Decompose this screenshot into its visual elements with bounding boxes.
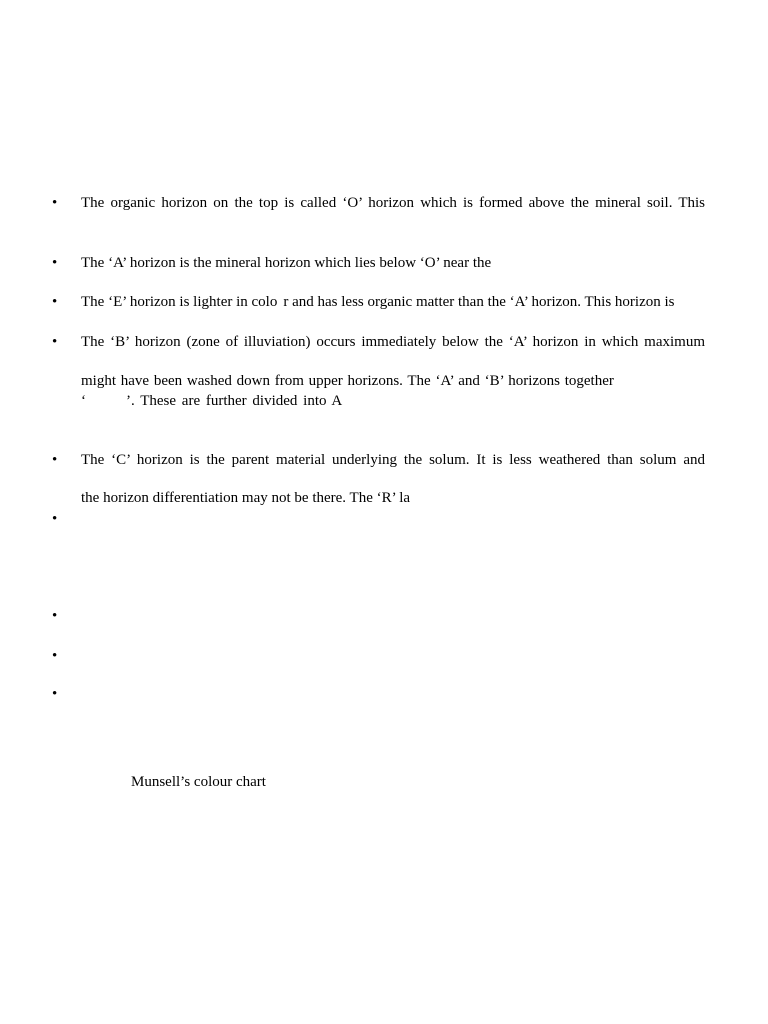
bullet-icon: • [52, 608, 58, 624]
figure-caption: Munsell’s colour chart [131, 774, 266, 790]
b-horizon-line-3-text: ’. These are further divided into A [126, 393, 343, 409]
list-item-o-horizon: The organic horizon on the top is called ‘O’ horizon which is formed above the mineral soil. This [81, 195, 705, 211]
b-horizon-line-2: might have been washed down from upper horizons. The ‘A’ and ‘B’ horizons together [81, 373, 614, 389]
bullet-icon: • [52, 334, 58, 350]
bullet-icon: • [52, 511, 58, 527]
bullet-icon: • [52, 195, 58, 211]
bullet-icon: • [52, 255, 58, 271]
list-item-a-horizon: The ‘A’ horizon is the mineral horizon which lies below ‘O’ near the [81, 255, 492, 271]
bullet-icon: • [52, 686, 58, 702]
c-horizon-line-2: the horizon differentiation may not be there. The ‘R’ la [81, 490, 411, 506]
e-horizon-text-part-1: The ‘E’ horizon is lighter in colo [81, 294, 278, 310]
e-horizon-text-part-2: r and has less organic matter than the ‘A’ horizon. This horizon is [283, 294, 675, 310]
list-item-b-horizon: The ‘B’ horizon (zone of illuviation) occurs immediately below the ‘A’ horizon in which maximum [81, 334, 705, 350]
bullet-icon: • [52, 648, 58, 664]
bullet-icon: • [52, 452, 58, 468]
list-item-e-horizon [81, 293, 705, 311]
list-item-c-horizon: The ‘C’ horizon is the parent material underlying the solum. It is less weathered than solum and [81, 452, 705, 468]
b-horizon-quote-open: ‘ [81, 393, 86, 409]
b-horizon-line-3 [81, 392, 705, 410]
bullet-icon: • [52, 294, 58, 310]
